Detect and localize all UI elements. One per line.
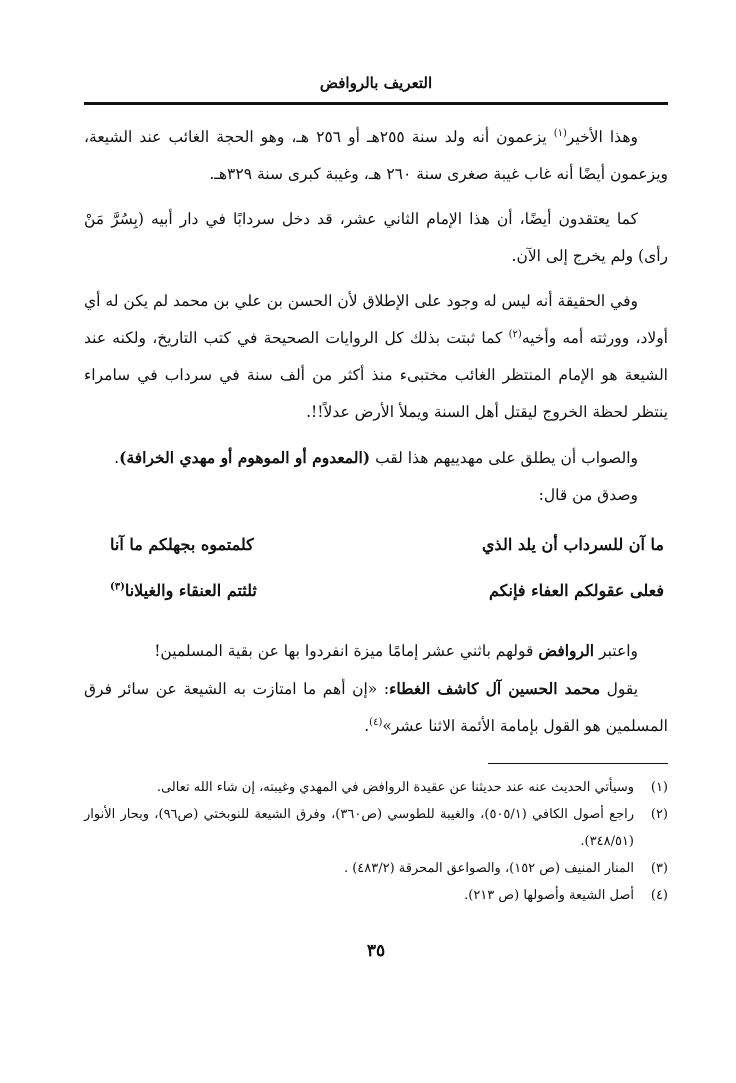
verse-spacer [84, 614, 668, 632]
paragraph-2: كما يعتقدون أيضًا، أن هذا الإمام الثاني عشر، قد دخل سردابًا في دار أبيه (بِسُرَّ مَنْ رأى) ولم يخرج إلى الآن. [84, 210, 668, 265]
paragraph-3-part-a: وفي الحقيقة أنه ليس له وجود على الإطلاق لأن الحسن بن علي بن محمد لم يكن له أي أولاد، وورثته أمه وأخيه [84, 292, 668, 347]
running-header: التعريف بالروافض [319, 74, 433, 92]
rafidah-term: الروافض [538, 641, 595, 660]
paragraph-6-part-c: قولهم باثني عشر إمامًا ميزة انفردوا بها عن بقية المسلمين! [154, 642, 539, 660]
paragraph-7-part-d: . [364, 717, 370, 735]
paragraph-4-part-c: . [114, 449, 120, 467]
paragraph-7-part-a: يقول [600, 680, 639, 698]
paragraph-6 [84, 632, 668, 670]
footnote-3-number: (٣) [650, 861, 668, 876]
footnote-3-text: المنار المنيف (ص ١٥٢)، والصواعق المحرقة (٤٨٣/٢) . [343, 861, 634, 876]
header-rule [84, 102, 668, 105]
verse-2-second-hemistich-text: ثلثتم العنقاء والغيلانا [124, 581, 257, 600]
paragraph-7-part-c: : «إن أهم ما امتازت به الشيعة عن سائر فرق المسلمين هو القول بإمامة الأئمة الاثنا عشر» [84, 680, 668, 735]
mahdi-titles: (المعدوم أو الموهوم أو مهدي الخرافة) [119, 448, 371, 467]
footnote-1-text: وسيأتي الحديث عنه عند حديثنا عن عقيدة الروافض في المهدي وغيبته، إن شاء الله تعالى. [156, 780, 634, 795]
verse-2-first-hemistich: فعلى عقولكم العفاء فإنكم [489, 581, 664, 600]
footnote-ref-3[interactable]: (٣) [110, 581, 125, 593]
footnote-1-number: (١) [650, 780, 668, 795]
footnote-ref-2[interactable]: (٢) [508, 328, 522, 340]
verse-line-2 [84, 568, 668, 614]
paragraph-7 [84, 670, 668, 745]
paragraph-1 [84, 119, 668, 193]
footnote-separator [488, 763, 668, 764]
paragraph-3-part-b: كما ثبتت بذلك كل الروايات الصحيحة في كتب التاريخ، ولكنه عند الشيعة هو الإمام المنتظر الغائب مختبىء منذ أكثر من ألف سنة في سرداب في سامراء ينتظر لحظة الخروج ليقتل أهل السنة ويملأ الأرض عدلاً!!. [84, 329, 668, 421]
footnote-2-text: راجع أصول الكافي (٥٠٥/١)، والغيبة للطوسي (ص٣٦٠)، وفرق الشيعة للنوبختي (ص٩٦)، وبحار الأنوار (٣٤٨/٥١). [84, 807, 635, 849]
paragraph-6-part-a: واعتبر [594, 642, 638, 660]
verse-line-1 [84, 522, 668, 568]
footnote-4-number: (٤) [650, 888, 668, 903]
paragraph-1-part-b: يزعمون أنه ولد سنة ٢٥٥هـ أو ٢٥٦ هـ، وهو الحجة الغائب عند الشيعة، ويزعمون أيضًا أنه غاب غيبة صغرى سنة ٢٦٠ هـ، وغيبة كبرى سنة ٣٢٩هـ. [84, 128, 668, 183]
footnote-2-number: (٢) [650, 807, 668, 822]
paragraph-3 [84, 283, 668, 431]
paragraph-4 [84, 439, 668, 477]
verse-2-second-hemistich [110, 568, 257, 614]
footnote-4-text: أصل الشيعة وأصولها (ص ٢١٣). [464, 888, 634, 903]
paragraph-1-part-a: وهذا الأخير [566, 128, 638, 146]
footnote-2 [84, 801, 668, 855]
footnote-3 [84, 855, 668, 882]
footnote-ref-4[interactable]: (٤) [369, 716, 383, 728]
paragraph-5: وصدق من قال: [538, 486, 638, 504]
quoted-author-name: محمد الحسين آل كاشف الغطاء [389, 679, 600, 698]
footnote-1 [84, 774, 668, 801]
book-page [84, 64, 668, 961]
verse-1-second-hemistich: كلمتموه بجهلكم ما آنا [110, 535, 254, 554]
footnote-ref-1[interactable]: (١) [553, 127, 567, 139]
page-number: ٣٥ [366, 941, 386, 961]
verse-1-first-hemistich: ما آن للسرداب أن يلد الذي [482, 535, 664, 554]
footnote-4 [84, 882, 668, 909]
paragraph-4-part-a: والصواب أن يطلق على مهدييهم هذا لقب [370, 449, 638, 467]
